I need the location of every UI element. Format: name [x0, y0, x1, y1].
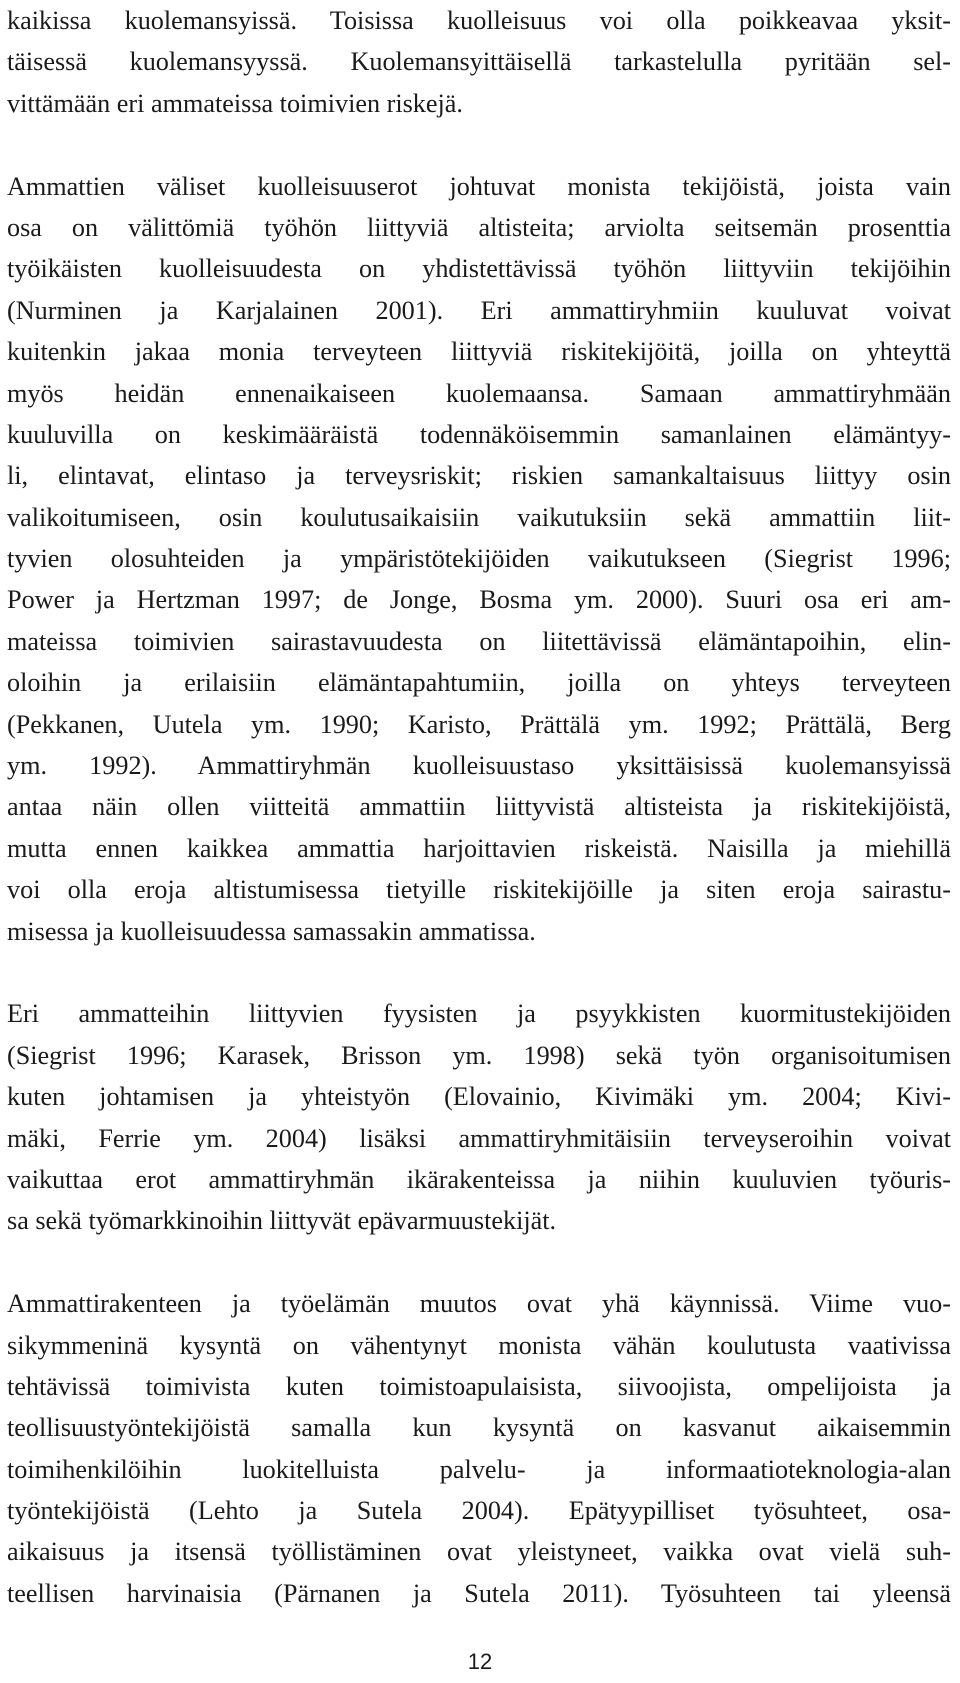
text-line: teollisuustyöntekijöistä samalla kun kysyntä on kasvanut aikaisemmin [7, 1413, 951, 1443]
text-line: valikoitumiseen, osin koulutusaikaisiin vaikutuksiin sekä ammattiin liit- [7, 502, 951, 532]
text-line: työikäisten kuolleisuudesta on yhdistettävissä työhön liittyviin tekijöihin [7, 254, 951, 284]
paragraph-gap [7, 124, 951, 165]
paragraph-2 [7, 166, 951, 952]
text-line: vittämään eri ammateissa toimivien riskejä. [7, 88, 463, 118]
text-line: voi olla eroja altistumisessa tietyille riskitekijöille ja siten eroja sairastu- [7, 875, 951, 905]
text-line: kuuluvilla on keskimääräistä todennäköisemmin samanlainen elämäntyy- [7, 419, 951, 449]
text-line: antaa näin ollen viitteitä ammattiin liittyvistä altisteista ja riskitekijöistä, [7, 792, 951, 822]
paragraph-4 [7, 1283, 951, 1614]
text-line: mutta ennen kaikkea ammattia harjoittavien riskeistä. Naisilla ja miehillä [7, 833, 951, 863]
paragraph-3 [7, 993, 951, 1241]
text-line: osa on välittömiä työhön liittyviä altisteita; arviolta seitsemän prosenttia [7, 212, 951, 242]
text-line: (Nurminen ja Karjalainen 2001). Eri ammattiryhmiin kuuluvat voivat [7, 295, 951, 325]
text-line: oloihin ja erilaisiin elämäntapahtumiin, joilla on yhteys terveyteen [7, 668, 951, 698]
text-line: Power ja Hertzman 1997; de Jonge, Bosma ym. 2000). Suuri osa eri am- [7, 585, 951, 615]
text-line: kuten johtamisen ja yhteistyön (Elovainio, Kivimäki ym. 2004; Kivi- [7, 1082, 951, 1112]
text-line: Eri ammatteihin liittyvien fyysisten ja psyykkisten kuormitustekijöiden [7, 999, 951, 1029]
text-line: misessa ja kuolleisuudessa samassakin ammatissa. [7, 916, 536, 946]
text-line: tyvien olosuhteiden ja ympäristötekijöiden vaikutukseen (Siegrist 1996; [7, 544, 951, 574]
text-line: sa sekä työmarkkinoihin liittyvät epävarmuustekijät. [7, 1206, 557, 1236]
text-line: (Pekkanen, Uutela ym. 1990; Karisto, Prättälä ym. 1992; Prättälä, Berg [7, 709, 951, 739]
text-line: li, elintavat, elintaso ja terveysriskit; riskien samankaltaisuus liittyy osin [7, 461, 951, 491]
paragraph-1 [7, 0, 951, 124]
page-number: 12 [467, 1649, 493, 1674]
document-page [7, 0, 951, 1614]
text-line: kaikissa kuolemansyissä. Toisissa kuolleisuus voi olla poikkeavaa yksit- [7, 6, 951, 35]
text-line: mäki, Ferrie ym. 2004) lisäksi ammattiryhmitäisiin terveyseroihin voivat [7, 1123, 951, 1153]
text-line: täisessä kuolemansyyssä. Kuolemansyittäisellä tarkastelulla pyritään sel- [7, 47, 951, 77]
text-line: kuitenkin jakaa monia terveyteen liittyviä riskitekijöitä, joilla on yhteyttä [7, 337, 951, 367]
text-line: myös heidän ennenaikaiseen kuolemaansa. Samaan ammattiryhmään [7, 378, 951, 408]
text-line: (Siegrist 1996; Karasek, Brisson ym. 1998) sekä työn organisoitumisen [7, 1040, 951, 1070]
text-line: tehtävissä toimivista kuten toimistoapulaisista, siivoojista, ompelijoista ja [7, 1371, 951, 1401]
text-line: teellisen harvinaisia (Pärnanen ja Sutela 2011). Työsuhteen tai yleensä [7, 1578, 951, 1608]
text-line: aikaisuus ja itsensä työllistäminen ovat yleistyneet, vaikka ovat vielä suh- [7, 1537, 951, 1567]
text-line: Ammattirakenteen ja työelämän muutos ovat yhä käynnissä. Viime vuo- [7, 1289, 951, 1319]
text-line: ym. 1992). Ammattiryhmän kuolleisuustaso yksittäisissä kuolemansyissä [7, 751, 951, 781]
text-line: työntekijöistä (Lehto ja Sutela 2004). Epätyypilliset työsuhteet, osa- [7, 1496, 951, 1526]
text-line: sikymmeninä kysyntä on vähentynyt monista vähän koulutusta vaativissa [7, 1330, 951, 1360]
paragraph-gap [7, 1242, 951, 1283]
text-line: Ammattien väliset kuolleisuuserot johtuvat monista tekijöistä, joista vain [7, 171, 951, 201]
text-line: toimihenkilöihin luokitelluista palvelu- ja informaatioteknologia-alan [7, 1454, 951, 1484]
text-line: vaikuttaa erot ammattiryhmän ikärakenteissa ja niihin kuuluvien työuris- [7, 1164, 951, 1194]
paragraph-gap [7, 952, 951, 993]
text-line: mateissa toimivien sairastavuudesta on liitettävissä elämäntapoihin, elin- [7, 626, 951, 656]
